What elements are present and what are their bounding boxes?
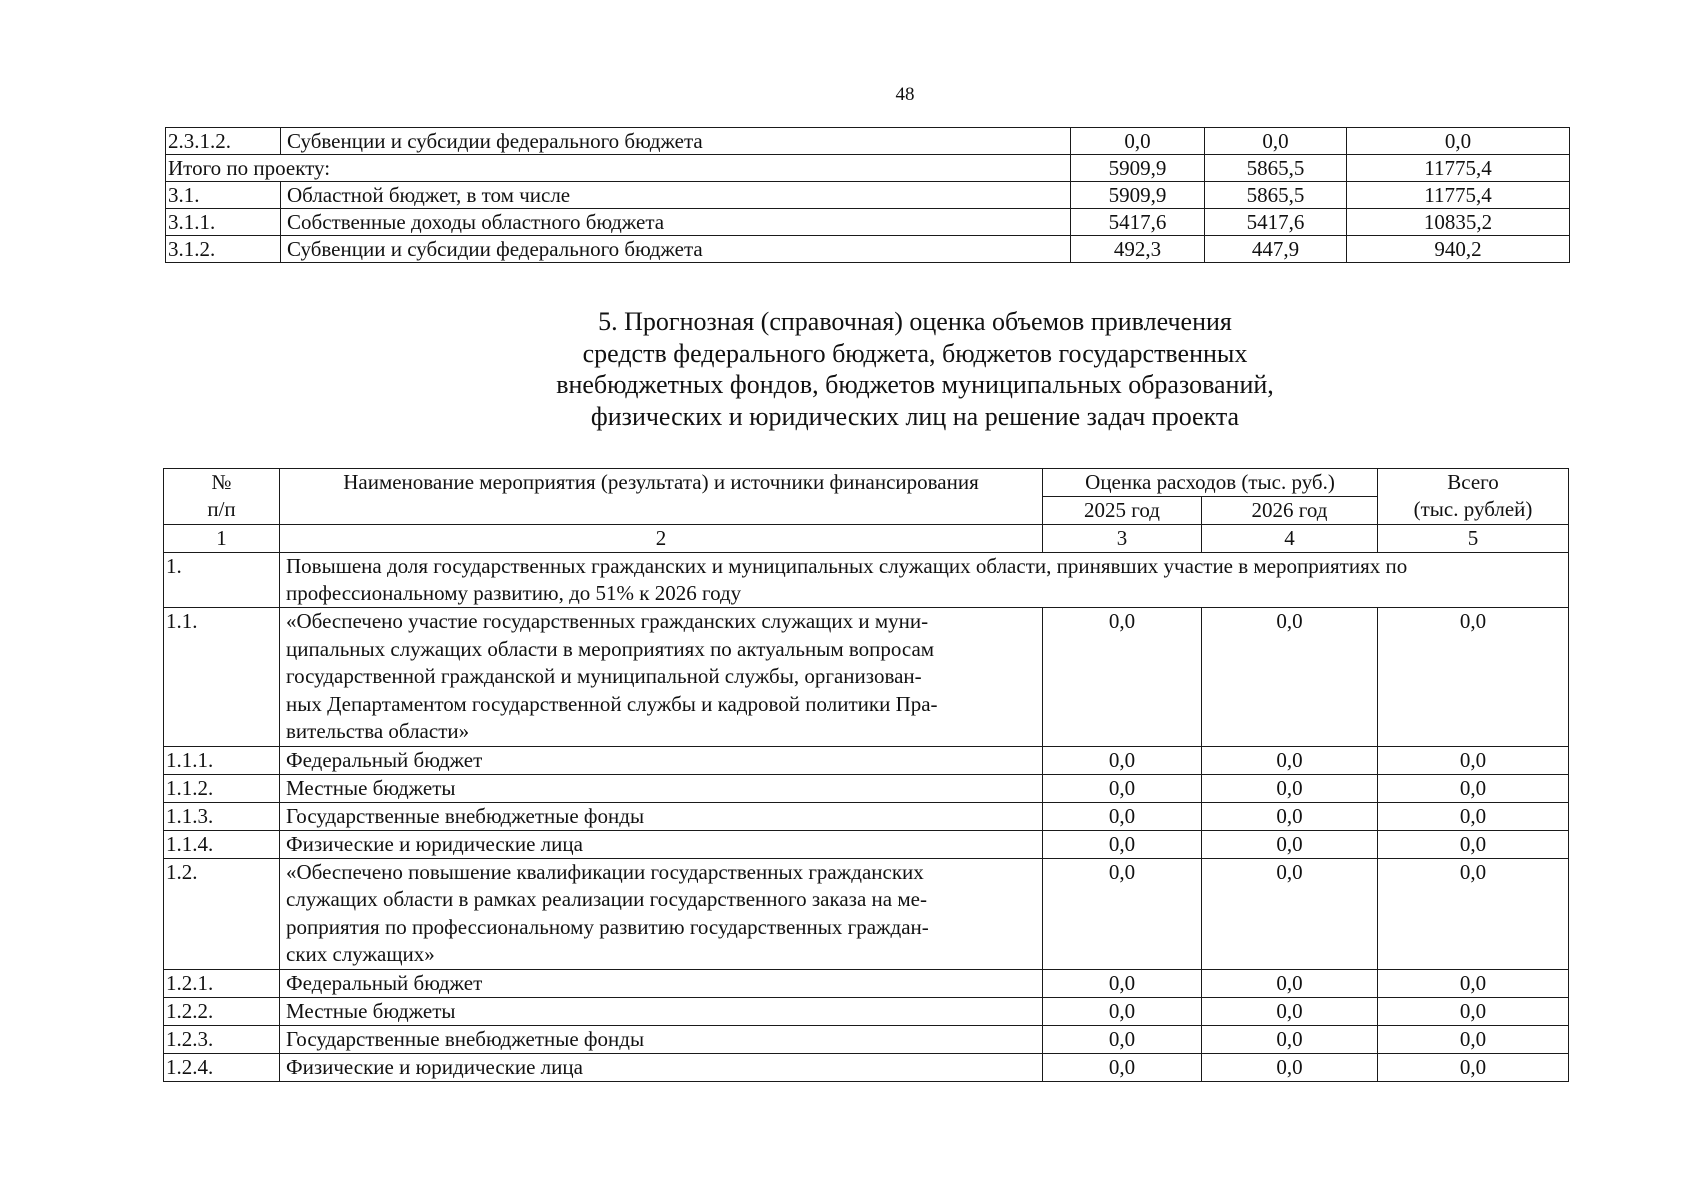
row-code: 3.1.1. [166,209,281,236]
result-text-line: вительства области» [286,719,470,743]
value-total: 0,0 [1347,128,1570,155]
row-name: Федеральный бюджет [280,746,1043,774]
table-row [166,128,1570,155]
value-2025: 0,0 [1043,969,1202,997]
section-title-line: 5. Прогнозная (справочная) оценка объемов привлечения [598,307,1232,336]
row-name: Областной бюджет, в том числе [281,182,1071,209]
row-code: 1.2.2. [164,997,280,1025]
value-total: 0,0 [1378,997,1569,1025]
row-code: 1.1.4. [164,830,280,858]
value-2025: 0,0 [1043,802,1202,830]
row-code: 1.2.4. [164,1053,280,1081]
value-2025: 5909,9 [1071,155,1205,182]
column-number: 1 [164,525,280,553]
value-total: 940,2 [1347,236,1570,263]
row-code: 3.1. [166,182,281,209]
value-total: 0,0 [1378,774,1569,802]
table-row [164,969,1569,997]
row-name: Государственные внебюджетные фонды [280,802,1043,830]
table-row [164,1025,1569,1053]
header-name: Наименование мероприятия (результата) и источники финансирования [280,469,1043,525]
goal-text: Повышена доля государственных гражданских и муниципальных служащих области, принявших участие в мероприятиях по профессиональному развитию, до 51% к 2026 году [280,553,1569,608]
table-row [166,182,1570,209]
value-2026: 0,0 [1202,608,1378,747]
result-row [164,608,1569,747]
column-number-row [164,525,1569,553]
value-2025: 0,0 [1043,746,1202,774]
column-number: 5 [1378,525,1569,553]
table-row [166,236,1570,263]
value-2025: 492,3 [1071,236,1205,263]
value-2026: 0,0 [1202,774,1378,802]
project-total-label: Итого по проекту: [166,155,1071,182]
value-total: 0,0 [1378,1053,1569,1081]
value-2025: 0,0 [1043,997,1202,1025]
table-row [164,746,1569,774]
row-name: Федеральный бюджет [280,969,1043,997]
value-2026: 0,0 [1202,1025,1378,1053]
result-text-line: служащих области в рамках реализации государственного заказа на ме- [286,887,927,911]
section-title [440,306,1390,432]
value-total: 0,0 [1378,969,1569,997]
row-code: 2.3.1.2. [166,128,281,155]
value-2025: 5909,9 [1071,182,1205,209]
table-header-row [164,469,1569,497]
table-row [164,802,1569,830]
section-title-line: физических и юридических лиц на решение задач проекта [590,401,1240,431]
value-2025: 0,0 [1043,774,1202,802]
value-2026: 0,0 [1202,1053,1378,1081]
page-number: 48 [895,84,915,105]
value-2025: 0,0 [1043,1025,1202,1053]
header-year-2026: 2026 год [1202,497,1378,525]
header-total-line: Всего [1447,470,1499,494]
column-number: 2 [280,525,1043,553]
row-code: 1.1. [164,608,280,747]
value-2026: 0,0 [1202,858,1378,969]
result-text-line: «Обеспечено повышение квалификации государственных гражданских [286,859,924,884]
result-text-line: роприятия по профессиональному развитию государственных граждан- [286,914,929,939]
value-2026: 5865,5 [1205,155,1347,182]
table-row [164,774,1569,802]
value-2025: 0,0 [1043,608,1202,747]
result-text-line: ных Департаментом государственной службы и кадровой политики Пра- [286,691,938,716]
value-total: 0,0 [1378,746,1569,774]
row-name: Субвенции и субсидии федерального бюджета [281,236,1071,263]
table-row [164,830,1569,858]
row-name: Собственные доходы областного бюджета [281,209,1071,236]
value-total: 0,0 [1378,830,1569,858]
value-total: 0,0 [1378,858,1569,969]
column-number: 4 [1202,525,1378,553]
value-2026: 0,0 [1202,997,1378,1025]
value-2025: 0,0 [1043,830,1202,858]
row-name: Субвенции и субсидии федерального бюджета [281,128,1071,155]
table-row [164,1053,1569,1081]
row-name: Местные бюджеты [280,774,1043,802]
value-2026: 447,9 [1205,236,1347,263]
value-total: 11775,4 [1347,182,1570,209]
value-2026: 0,0 [1205,128,1347,155]
row-code: 1.2.3. [164,1025,280,1053]
row-name: Физические и юридические лица [280,830,1043,858]
row-code: 1.1.3. [164,802,280,830]
row-code: 3.1.2. [166,236,281,263]
goal-row [164,553,1569,608]
section-title-line: средств федерального бюджета, бюджетов государственных [582,338,1248,368]
value-total: 0,0 [1378,802,1569,830]
result-text-line: государственной гражданской и муниципальной службы, организован- [286,664,922,688]
financing-summary-table [165,127,1570,263]
header-number [164,469,280,525]
result-row [164,858,1569,969]
value-2025: 0,0 [1043,1053,1202,1081]
result-text-line: ских служащих» [286,942,435,966]
value-2026: 0,0 [1202,969,1378,997]
value-2026: 5865,5 [1205,182,1347,209]
result-text [280,858,1043,969]
row-name: Физические и юридические лица [280,1053,1043,1081]
row-name: Государственные внебюджетные фонды [280,1025,1043,1053]
result-text-line: ципальных служащих области в мероприятиях по актуальным вопросам [286,636,935,661]
header-total [1378,469,1569,525]
header-number-line: п/п [207,497,236,521]
result-text-line: «Обеспечено участие государственных гражданских служащих и муни- [286,609,929,633]
value-2025: 5417,6 [1071,209,1205,236]
row-code: 1.2. [164,858,280,969]
value-2025: 0,0 [1043,858,1202,969]
result-text [280,608,1043,747]
header-number-line: № [211,470,232,494]
header-total-line: (тыс. рублей) [1413,497,1533,521]
row-code: 1.2.1. [164,969,280,997]
value-2026: 0,0 [1202,746,1378,774]
value-total: 11775,4 [1347,155,1570,182]
row-code: 1.1.2. [164,774,280,802]
funding-estimate-table [163,468,1569,1082]
table-row-total [166,155,1570,182]
row-name: Местные бюджеты [280,997,1043,1025]
value-total: 0,0 [1378,1025,1569,1053]
value-2026: 5417,6 [1205,209,1347,236]
value-2026: 0,0 [1202,802,1378,830]
row-code: 1. [164,553,280,608]
section-title-line: внебюджетных фондов, бюджетов муниципальных образований, [556,370,1274,399]
table-row [166,209,1570,236]
value-total: 10835,2 [1347,209,1570,236]
value-2025: 0,0 [1071,128,1205,155]
header-estimate: Оценка расходов (тыс. руб.) [1043,469,1378,497]
value-total: 0,0 [1378,608,1569,747]
table-row [164,997,1569,1025]
column-number: 3 [1043,525,1202,553]
header-year-2025: 2025 год [1043,497,1202,525]
row-code: 1.1.1. [164,746,280,774]
value-2026: 0,0 [1202,830,1378,858]
